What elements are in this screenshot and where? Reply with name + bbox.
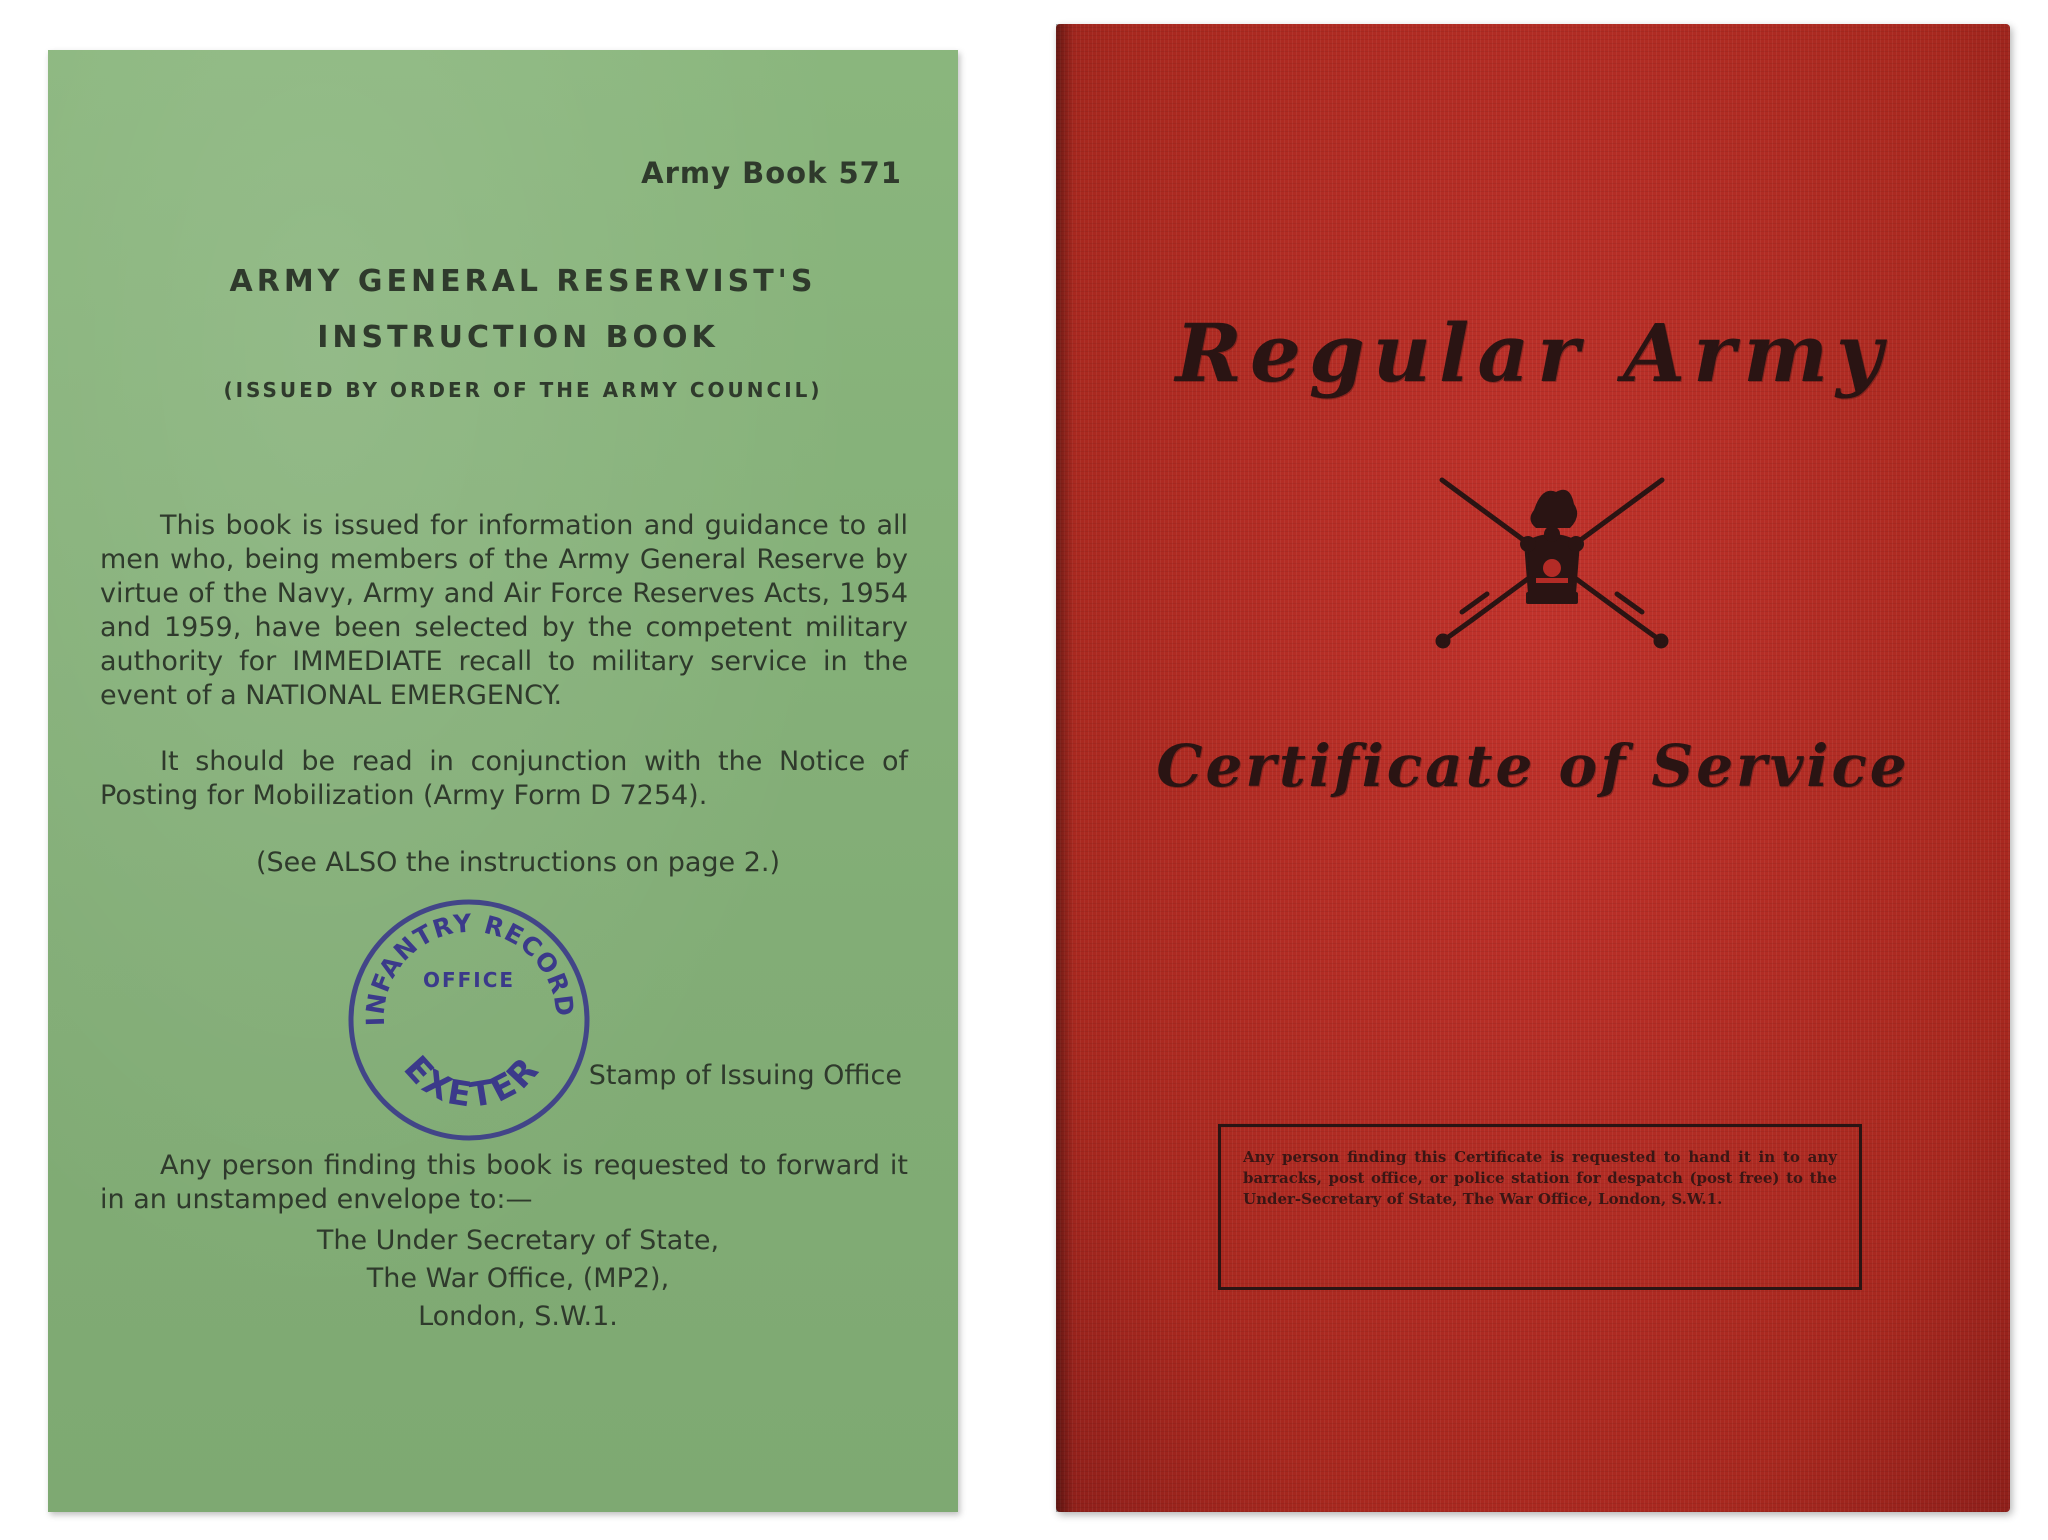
regular-army-certificate-cover [1056, 24, 2010, 1512]
book-number: Army Book 571 [641, 156, 902, 190]
army-book-571-cover [48, 50, 958, 1512]
return-address [248, 1222, 788, 1336]
svg-text:EXETER [396, 1048, 549, 1116]
conjunction-paragraph: It should be read in conjunction with the Notice of Posting for Mobilization (Army Form D 7254). [100, 746, 908, 811]
see-also-note: (See ALSO the instructions on page 2.) [255, 847, 781, 878]
stamp-top-text: INFANTRY RECORD [360, 908, 580, 1027]
crossed-swords-crown-emblem-icon [1432, 470, 1672, 650]
cover-subtitle: Certificate of Service [1156, 732, 1910, 800]
infantry-record-office-stamp [344, 892, 594, 1142]
stamp-middle-text: OFFICE [422, 968, 516, 992]
address-line: The War Office, (MP2), [366, 1263, 670, 1294]
title-line-1: ARMY GENERAL RESERVIST'S [229, 264, 817, 299]
stamp-bottom-text: EXETER [395, 1048, 549, 1116]
address-line: The Under Secretary of State, [316, 1225, 720, 1256]
issued-by-line: (ISSUED BY ORDER OF THE ARMY COUNCIL) [223, 378, 823, 402]
finder-notice-text: Any person finding this Certificate is requested to hand it in to any barracks, post office, or police station for despatch (post free) to the Under-Secretary of State, The War Office, London, S.W.1. [1243, 1148, 1837, 1208]
address-line: London, S.W.1. [418, 1301, 618, 1332]
title-line-2: INSTRUCTION BOOK [317, 320, 719, 355]
finder-notice-box [1218, 1124, 1862, 1290]
cover-title: Regular Army [1175, 306, 1891, 400]
finder-instruction-paragraph: Any person finding this book is requested to forward it in an unstamped envelope to:— [100, 1150, 908, 1215]
stamp-caption: Stamp of Issuing Office [588, 1060, 902, 1091]
information-paragraph: This book is issued for information and guidance to all men who, being members of the Army General Reserve by virtue of the Navy, Army and Air Force Reserves Acts, 1954 and 1959, have been selected by the competent military authority for IMMEDIATE recall to military service in the event of a NATIONAL EMERGENCY. [100, 510, 908, 711]
